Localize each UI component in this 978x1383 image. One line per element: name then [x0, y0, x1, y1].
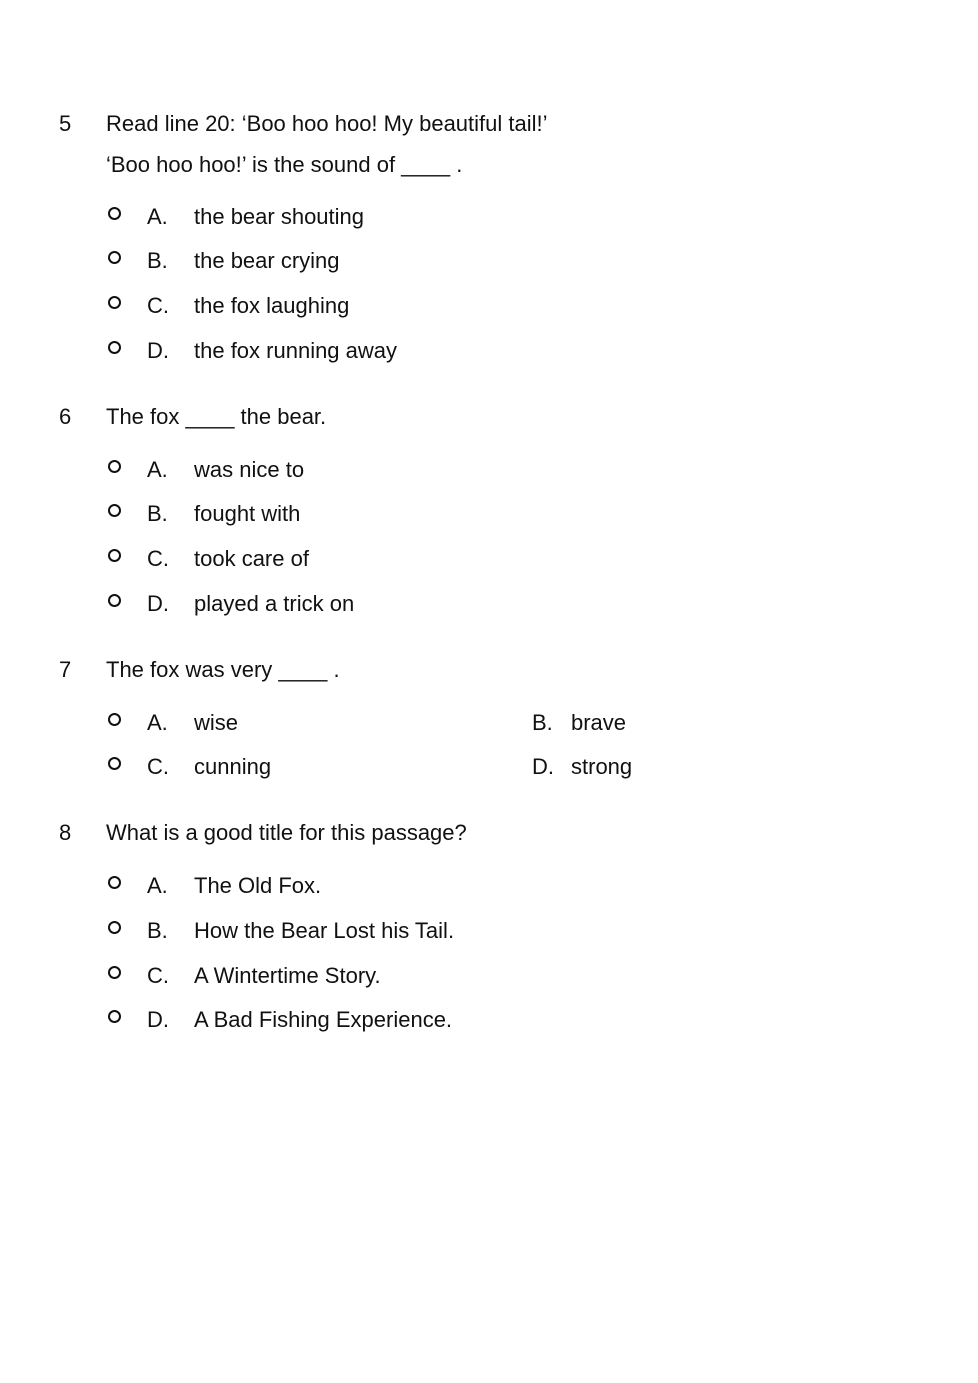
option-letter: C.	[147, 754, 169, 779]
option-letter: A.	[147, 873, 168, 898]
option-text: cunning	[194, 754, 272, 779]
option-text: was nice to	[194, 457, 305, 482]
radio-button-5b[interactable]	[108, 251, 121, 264]
option-letter: D.	[147, 338, 169, 363]
option-text: took care of	[194, 546, 309, 571]
radio-button-8c[interactable]	[108, 966, 121, 979]
option-text[interactable]: brave	[571, 710, 627, 735]
option-letter: A.	[147, 204, 168, 229]
question-text: Read line 20: ‘Boo hoo hoo! My beautiful tail!’	[106, 111, 548, 136]
radio-button-8d[interactable]	[108, 1010, 121, 1023]
question-text: What is a good title for this passage?	[106, 820, 467, 845]
question-number: 6	[59, 404, 72, 429]
option-text[interactable]: strong	[571, 754, 633, 779]
question-text: The fox was very ____ .	[106, 657, 340, 682]
option-letter: D.	[147, 1007, 169, 1032]
option-text: the fox laughing	[194, 293, 350, 318]
radio-button-7a[interactable]	[108, 713, 121, 726]
radio-button-5d[interactable]	[108, 341, 121, 354]
option-letter: D.	[532, 754, 554, 779]
option-letter: B.	[147, 248, 168, 273]
option-letter: C.	[147, 293, 169, 318]
option-letter: C.	[147, 546, 169, 571]
radio-button-8a[interactable]	[108, 876, 121, 889]
radio-button-6d[interactable]	[108, 594, 121, 607]
question-text: The fox ____ the bear.	[106, 404, 327, 429]
option-letter: C.	[147, 963, 169, 988]
radio-button-5a[interactable]	[108, 207, 121, 220]
option-text: wise	[194, 710, 239, 735]
radio-button-6a[interactable]	[108, 460, 121, 473]
option-text: the bear shouting	[194, 204, 365, 229]
option-letter: A.	[147, 457, 168, 482]
option-text: the bear crying	[194, 248, 340, 273]
radio-button-8b[interactable]	[108, 921, 121, 934]
option-text: played a trick on	[194, 591, 355, 616]
radio-button-6c[interactable]	[108, 549, 121, 562]
question-number: 5	[59, 111, 72, 136]
option-letter: A.	[147, 710, 168, 735]
question-number: 7	[59, 657, 72, 682]
radio-button-5c[interactable]	[108, 296, 121, 309]
question-number: 8	[59, 820, 72, 845]
option-letter: B.	[147, 501, 168, 526]
option-text: A Wintertime Story.	[194, 963, 381, 988]
option-text: fought with	[194, 501, 301, 526]
radio-button-7c[interactable]	[108, 757, 121, 770]
option-text: How the Bear Lost his Tail.	[194, 918, 455, 943]
option-letter: B.	[147, 918, 168, 943]
option-text: The Old Fox.	[194, 873, 322, 898]
option-text: A Bad Fishing Experience.	[194, 1007, 453, 1032]
option-text: the fox running away	[194, 338, 398, 363]
radio-button-6b[interactable]	[108, 504, 121, 517]
option-letter: B.	[532, 710, 553, 735]
question-text-line-2: ‘Boo hoo hoo!’ is the sound of ____ .	[106, 152, 463, 177]
option-letter: D.	[147, 591, 169, 616]
